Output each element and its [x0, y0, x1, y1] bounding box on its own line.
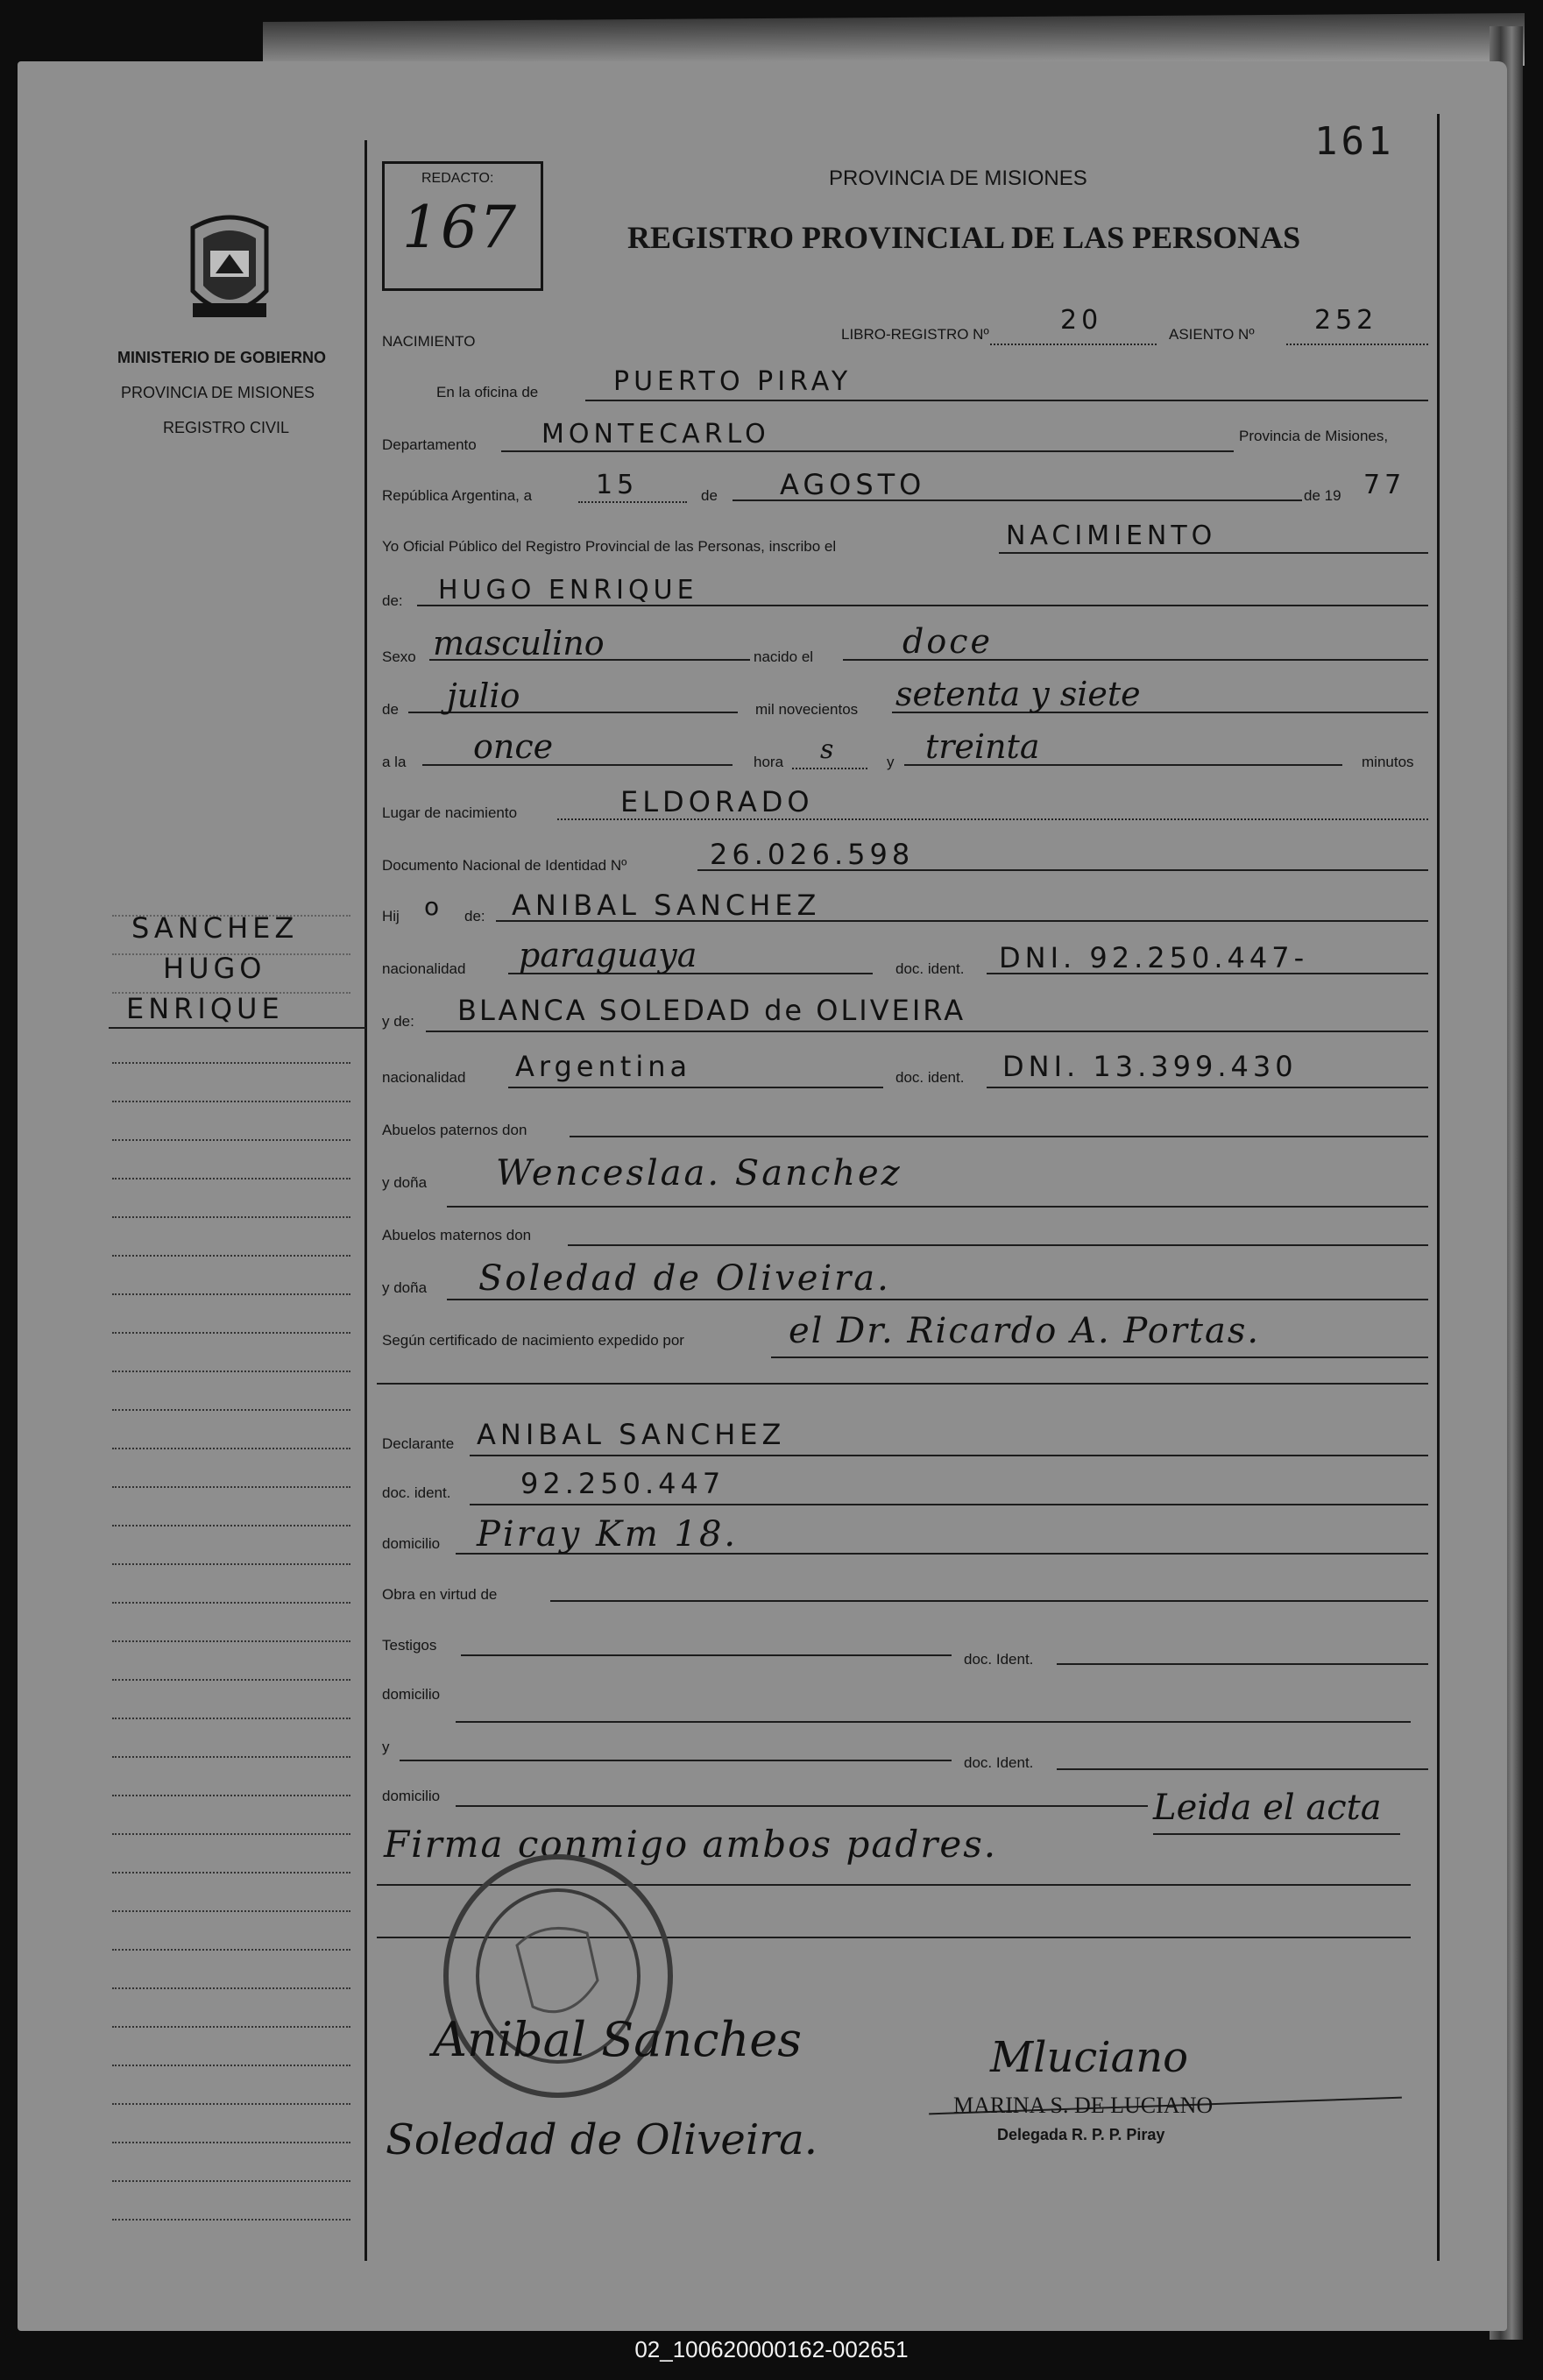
doc-ident-testigo2-label: doc. Ident.	[964, 1754, 1034, 1771]
sidebar-dotted-line	[112, 1718, 350, 1719]
abuelo-pat-line	[570, 1136, 1428, 1137]
sidebar-dotted-line	[112, 1679, 350, 1681]
right-column-rule	[1437, 114, 1440, 2261]
mil-label: mil novecientos	[755, 701, 859, 718]
sidebar-name-underline	[109, 1027, 366, 1029]
de19-label: de 19	[1304, 487, 1341, 504]
hora-s-value: s	[820, 734, 834, 765]
sidebar-dotted-line	[112, 1872, 350, 1874]
obra-label: Obra en virtud de	[382, 1586, 498, 1603]
leida-line	[1153, 1833, 1400, 1835]
coat-of-arms-icon	[180, 210, 279, 333]
sidebar-dotted-line	[112, 992, 350, 994]
domicilio-testigo2-line	[456, 1805, 1148, 1807]
anio-nac-value: setenta y siete	[895, 675, 1141, 713]
madre-line	[426, 1031, 1428, 1032]
firma-value: Firma conmigo ambos padres.	[384, 1823, 998, 1866]
sidebar-dotted-line	[112, 2065, 350, 2066]
hora-value: once	[473, 727, 554, 766]
hijo-o: o	[424, 892, 444, 921]
sidebar-dotted-line	[112, 1448, 350, 1449]
nacido-value: doce	[902, 622, 993, 661]
domicilio-testigo2-label: domicilio	[382, 1788, 441, 1804]
sidebar-dotted-line	[112, 2026, 350, 2028]
redacto-initials: 167	[402, 194, 518, 261]
abuela-mat-value: Soledad de Oliveira.	[478, 1258, 891, 1299]
nac-madre-value: Argentina	[515, 1050, 692, 1083]
hora-line	[422, 764, 733, 766]
doc-declarante-line	[470, 1504, 1428, 1505]
sidebar-dotted-line	[112, 1293, 350, 1295]
nombre-value: HUGO ENRIQUE	[438, 575, 698, 606]
abuela-pat-line	[447, 1206, 1428, 1208]
sidebar-dotted-line	[112, 915, 350, 917]
minutos-label: minutos	[1362, 754, 1414, 770]
sexo-value: masculino	[433, 624, 605, 662]
libro-value: 20	[1060, 305, 1103, 336]
provincia-suffix: Provincia de Misiones,	[1239, 428, 1389, 444]
testigo2-line	[400, 1760, 952, 1761]
certificado-label: Según certificado de nacimiento expedido por	[382, 1332, 684, 1349]
ydona-pat-label: y doña	[382, 1174, 428, 1191]
oficial-name: MARINA S. DE LUCIANO	[953, 2093, 1214, 2118]
oficina-line	[585, 400, 1428, 401]
sidebar-dotted-line	[112, 2219, 350, 2221]
declarante-value: ANIBAL SANCHEZ	[477, 1418, 786, 1451]
sidebar-dotted-line	[112, 1756, 350, 1758]
nac-madre-line	[508, 1087, 883, 1088]
ydona-mat-label: y doña	[382, 1279, 428, 1296]
header-province: PROVINCIA DE MISIONES	[829, 166, 1087, 190]
sidebar-dotted-line	[112, 1332, 350, 1334]
anio-value: 77	[1363, 470, 1406, 500]
doc-madre-value: DNI. 13.399.430	[1002, 1050, 1298, 1083]
dia-line	[578, 501, 687, 503]
certificado-extra-line	[377, 1383, 1428, 1385]
signature-madre: Soledad de Oliveira.	[386, 2115, 818, 2164]
dia-value: 15	[596, 470, 639, 500]
madre-value: BLANCA SOLEDAD de OLIVEIRA	[457, 994, 966, 1027]
testigos-label: Testigos	[382, 1637, 437, 1654]
testigos-line	[461, 1654, 952, 1656]
leida-value: Leida el acta	[1153, 1788, 1382, 1828]
y-label: y	[887, 754, 895, 770]
doc-madre-line	[987, 1087, 1428, 1088]
sidebar-dotted-line	[112, 2103, 350, 2105]
sidebar-dotted-line	[112, 1409, 350, 1411]
abuelos-paternos-label: Abuelos paternos don	[382, 1122, 527, 1138]
oficina-value: PUERTO PIRAY	[613, 366, 853, 397]
doc-padre-value: DNI. 92.250.447-	[999, 941, 1309, 974]
sidebar-given-2: ENRIQUE	[126, 992, 284, 1025]
mes-value: AGOSTO	[780, 468, 926, 501]
lugar-label: Lugar de nacimiento	[382, 804, 518, 821]
padre-value: ANIBAL SANCHEZ	[512, 889, 821, 922]
abuela-mat-line	[447, 1299, 1428, 1300]
left-column-rule	[365, 140, 367, 2261]
certificado-line	[771, 1356, 1428, 1358]
sidebar-dotted-line	[112, 1371, 350, 1372]
doc-testigo2-line	[1057, 1768, 1428, 1770]
acto-value: NACIMIENTO	[1006, 521, 1217, 551]
hijo-label: Hij	[382, 908, 400, 924]
declarante-line	[470, 1455, 1428, 1456]
declarante-label: Declarante	[382, 1435, 455, 1452]
republica-label: República Argentina, a	[382, 487, 533, 504]
departamento-value: MONTECARLO	[541, 419, 770, 450]
sidebar-dotted-line	[112, 1062, 350, 1064]
nombre-label: de:	[382, 592, 403, 609]
domicilio-testigo1-label: domicilio	[382, 1686, 441, 1703]
sidebar-dotted-line	[112, 1216, 350, 1218]
sidebar-dotted-line	[112, 1602, 350, 1604]
departamento-label: Departamento	[382, 436, 477, 453]
sidebar-given-1: HUGO	[163, 952, 266, 985]
dni-label: Documento Nacional de Identidad Nº	[382, 857, 627, 874]
libro-label: LIBRO-REGISTRO Nº	[841, 326, 989, 343]
sidebar-dotted-line	[112, 1795, 350, 1796]
hora-s-line	[792, 768, 867, 769]
oficina-label: En la oficina de	[436, 384, 539, 400]
minutos-value: treinta	[925, 727, 1040, 766]
doc-ident-testigo1-label: doc. Ident.	[964, 1651, 1034, 1668]
sidebar-dotted-line	[112, 2180, 350, 2182]
redacto-box	[382, 161, 543, 291]
nacimiento-label: NACIMIENTO	[382, 333, 476, 350]
nacionalidad-madre-label: nacionalidad	[382, 1069, 466, 1086]
header-registry: REGISTRO PROVINCIAL DE LAS PERSONAS	[627, 220, 1301, 255]
acto-line	[999, 552, 1428, 554]
sidebar-dotted-line	[112, 1833, 350, 1835]
asiento-value: 252	[1314, 305, 1378, 336]
hijo-de: de:	[464, 908, 485, 924]
oficial-title: Delegada R. P. P. Piray	[997, 2126, 1165, 2143]
domicilio-declarante-value: Piray Km 18.	[477, 1514, 739, 1555]
certificado-value: el Dr. Ricardo A. Portas.	[789, 1311, 1261, 1351]
hora-label: hora	[754, 754, 784, 770]
de-label: de	[701, 487, 718, 504]
lugar-value: ELDORADO	[620, 785, 814, 818]
mes-nac-value: julio	[447, 676, 520, 715]
sidebar-dotted-line	[112, 1949, 350, 1951]
sidebar-dotted-line	[112, 1563, 350, 1565]
nac-padre-value: paraguaya	[519, 936, 697, 974]
sexo-label: Sexo	[382, 648, 416, 665]
abuelos-maternos-label: Abuelos maternos don	[382, 1227, 532, 1243]
signature-padre: Anibal Sanches	[433, 2012, 802, 2067]
sidebar-dotted-line	[112, 1101, 350, 1102]
asiento-line	[1286, 344, 1428, 345]
doc-ident-madre-label: doc. ident.	[895, 1069, 965, 1086]
sidebar-civil: REGISTRO CIVIL	[163, 419, 290, 436]
y-testigo2-label: y	[382, 1739, 390, 1755]
redacto-label: REDACTO:	[421, 171, 494, 186]
image-id-caption: 02_100620000162-002651	[634, 2336, 909, 2362]
nacionalidad-padre-label: nacionalidad	[382, 960, 466, 977]
sidebar-dotted-line	[112, 953, 350, 955]
nacido-label: nacido el	[754, 648, 814, 665]
libro-line	[990, 344, 1157, 345]
doc-ident-padre-label: doc. ident.	[895, 960, 965, 977]
sidebar-dotted-line	[112, 1255, 350, 1257]
sidebar-ministry: MINISTERIO DE GOBIERNO	[117, 349, 327, 366]
asiento-label: ASIENTO Nº	[1169, 326, 1255, 343]
sidebar-dotted-line	[112, 1910, 350, 1912]
sidebar-dotted-line	[112, 1987, 350, 1989]
sidebar-province: PROVINCIA DE MISIONES	[121, 384, 315, 401]
domicilio-testigo1-line	[456, 1721, 1411, 1723]
abuela-pat-value: Wenceslaa. Sanchez	[496, 1153, 902, 1194]
sidebar-surname: SANCHEZ	[131, 911, 299, 945]
ala-label: a la	[382, 754, 407, 770]
dni-value: 26.026.598	[710, 838, 915, 871]
lugar-line	[557, 818, 1428, 820]
sidebar-dotted-line	[112, 1139, 350, 1141]
abuelo-mat-line	[568, 1244, 1428, 1246]
doc-testigo1-line	[1057, 1663, 1428, 1665]
de2-label: de	[382, 701, 399, 718]
sidebar-dotted-line	[112, 1640, 350, 1642]
sidebar-dotted-line	[112, 2142, 350, 2143]
doc-ident-declarante-label: doc. ident.	[382, 1484, 451, 1501]
doc-declarante-value: 92.250.447	[520, 1467, 725, 1500]
page-number: 161	[1314, 119, 1395, 164]
sidebar-dotted-line	[112, 1178, 350, 1179]
sidebar-dotted-line	[112, 1486, 350, 1488]
oficial-label: Yo Oficial Público del Registro Provincial de las Personas, inscribo el	[382, 538, 837, 555]
yde-label: y de:	[382, 1013, 414, 1030]
domicilio-declarante-label: domicilio	[382, 1535, 441, 1552]
sidebar-dotted-line	[112, 1525, 350, 1526]
departamento-line	[501, 450, 1234, 452]
obra-line	[550, 1600, 1428, 1602]
signature-oficial: Mluciano	[990, 2033, 1189, 2082]
